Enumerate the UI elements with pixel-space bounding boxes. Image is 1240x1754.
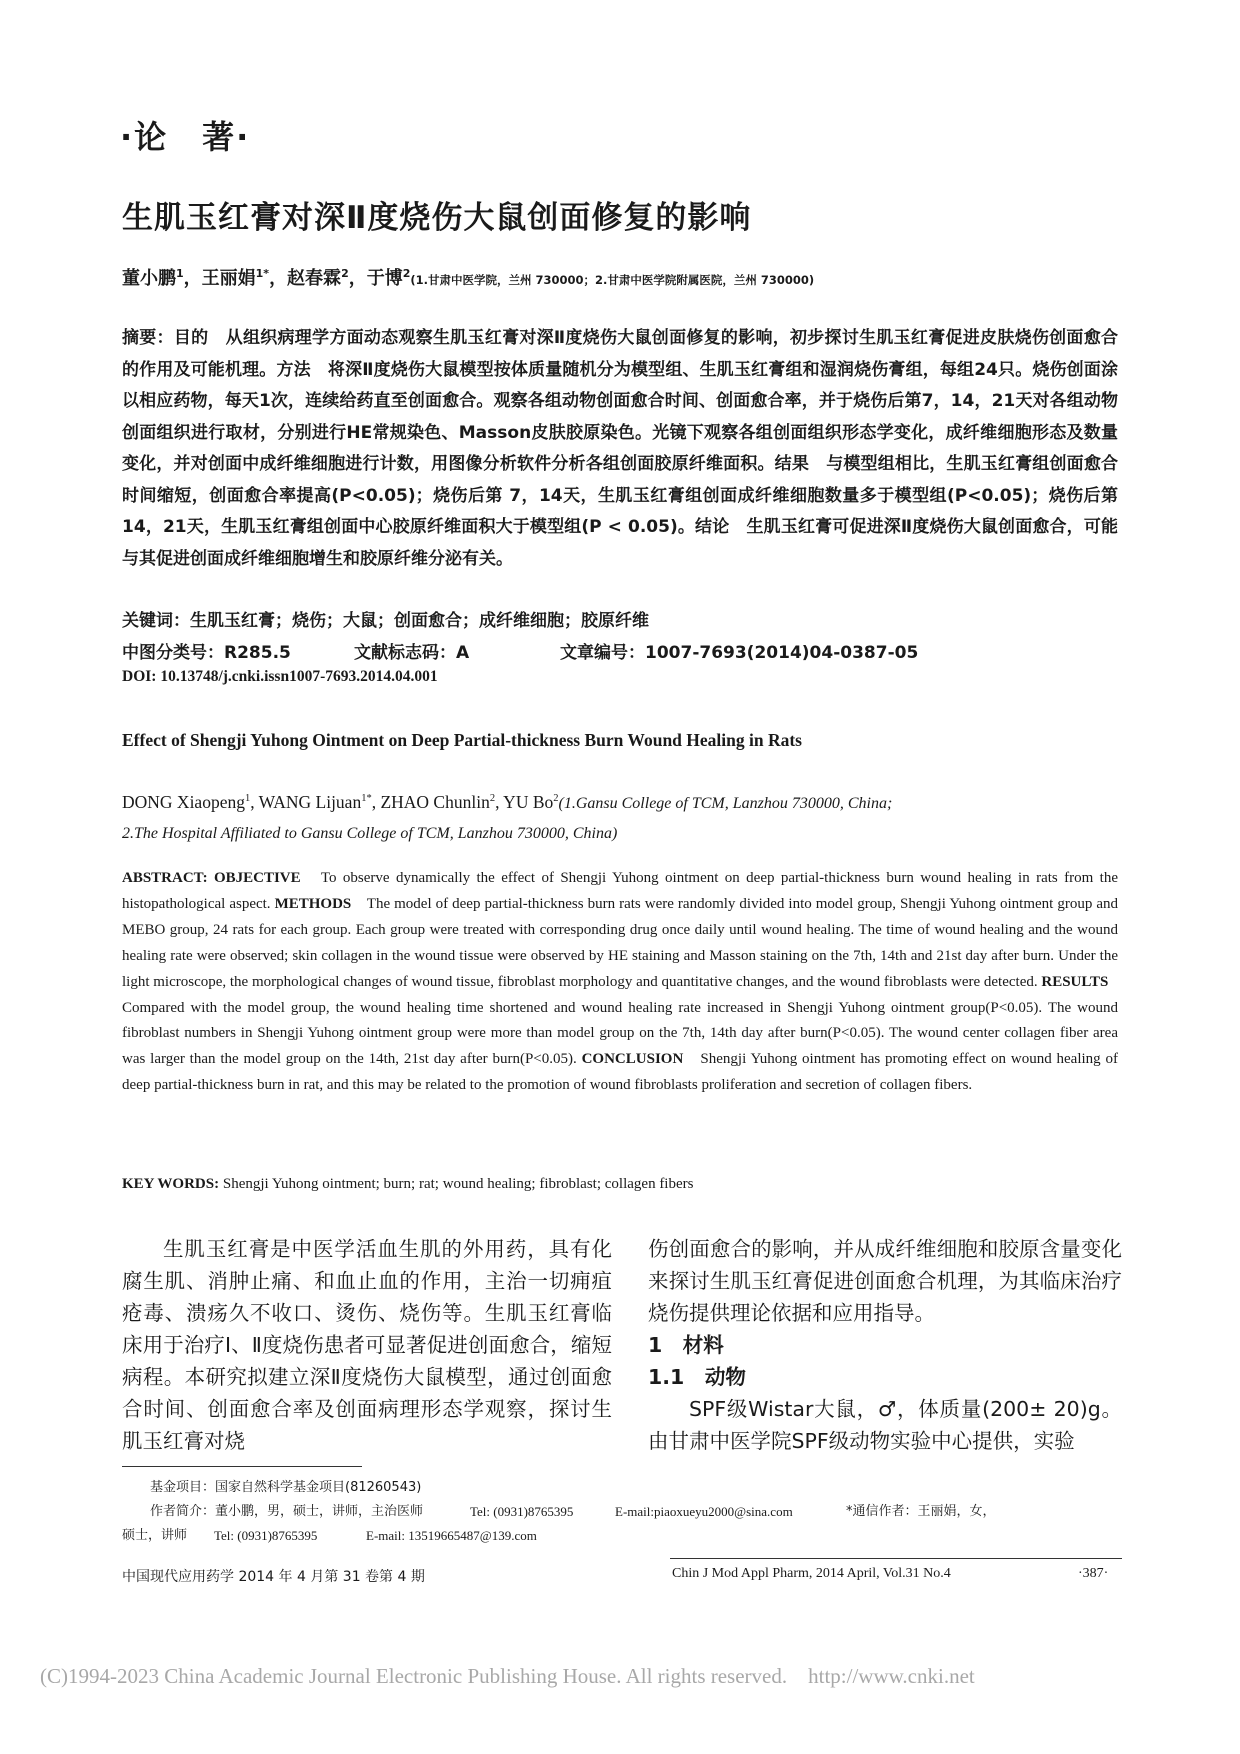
paper-title-en: Effect of Shengji Yuhong Ointment on Deep Partial-thickness Burn Wound Healing in Rats bbox=[122, 730, 802, 750]
corr-tel: Tel: (0931)8765395 bbox=[214, 1528, 318, 1543]
corr-email: E-mail: 13519665487@139.com bbox=[366, 1528, 537, 1543]
journal-footer-en: Chin J Mod Appl Pharm, 2014 April, Vol.31 No.4 bbox=[672, 1566, 951, 1581]
article-number: 文章编号：1007-7693(2014)04-0387-05 bbox=[560, 643, 919, 663]
author-email: E-mail:piaoxueyu2000@sina.com bbox=[615, 1504, 793, 1519]
section-heading-materials: 1 材料 bbox=[648, 1333, 724, 1357]
copyright-watermark: (C)1994-2023 China Academic Journal Electronic Publishing House. All rights reserved. http://www.cnki.net bbox=[40, 1664, 975, 1688]
doi: DOI: 10.13748/j.cnki.issn1007-7693.2014.04.001 bbox=[122, 668, 438, 685]
keywords-cn: 关键词：生肌玉红膏；烧伤；大鼠；创面愈合；成纤维细胞；胶原纤维 bbox=[122, 611, 649, 631]
keywords-en: KEY WORDS: Shengji Yuhong ointment; burn; rat; wound healing; fibroblast; collagen fibers bbox=[122, 1176, 694, 1192]
clc-number: 中图分类号：R285.5 bbox=[122, 643, 291, 663]
animals-paragraph: SPF级Wistar大鼠，♂，体质量(200± 20)g。由甘肃中医学院SPF级动物实验中心提供，实验 bbox=[648, 1397, 1122, 1453]
paper-title-cn: 生肌玉红膏对深Ⅱ度烧伤大鼠创面修复的影响 bbox=[122, 200, 752, 236]
page-number: ·387· bbox=[1078, 1566, 1109, 1581]
funding-text: 基金项目：国家自然科学基金项目(81260543) bbox=[150, 1480, 422, 1495]
intro-paragraph: 生肌玉红膏是中医学活血生肌的外用药，具有化腐生肌、消肿止痛、和血止血的作用，主治一切痈疽疮毒、溃疡久不收口、烫伤、烧伤等。生肌玉红膏临床用于治疗Ⅰ、Ⅱ度烧伤患者可显著促进创面愈合，缩短病程。本研究拟建立深Ⅱ度烧伤大鼠模型，通过创面愈合时间、创面愈合率及创面病理形态学观察，探讨生肌玉红膏对烧 bbox=[122, 1237, 612, 1453]
subsection-heading-animals: 1.1 动物 bbox=[648, 1365, 746, 1389]
document-code: 文献标志码：A bbox=[354, 643, 470, 663]
footnote-divider bbox=[122, 1466, 362, 1467]
intro-continuation: 伤创面愈合的影响，并从成纤维细胞和胶原含量变化来探讨生肌玉红膏促进创面愈合机理，为其临床治疗烧伤提供理论依据和应用指导。 bbox=[648, 1237, 1122, 1325]
footnotes bbox=[122, 1476, 1122, 1548]
affiliations-cn: (1.甘肃中医学院，兰州 730000；2.甘肃中医学院附属医院，兰州 730000) bbox=[410, 273, 815, 287]
body-column-left bbox=[122, 1233, 612, 1457]
journal-footer-cn: 中国现代应用药学 2014 年 4 月第 31 卷第 4 期 bbox=[122, 1569, 425, 1585]
footnote-funding bbox=[150, 1476, 1122, 1500]
footnote-author bbox=[150, 1500, 1122, 1524]
section-label: ·论 著· bbox=[120, 118, 251, 156]
author-intro: 作者简介：董小鹏，男，硕士，讲师，主治医师 bbox=[150, 1504, 424, 1519]
corr-degree: 硕士，讲师 bbox=[122, 1528, 188, 1543]
footnote-corresponding bbox=[122, 1524, 1122, 1548]
body-column-right bbox=[648, 1233, 1122, 1457]
corresponding-author: *通信作者：王丽娟，女， bbox=[846, 1504, 996, 1519]
abstract-cn: 摘要：目的 从组织病理学方面动态观察生肌玉红膏对深Ⅱ度烧伤大鼠创面修复的影响，初步探讨生肌玉红膏促进皮肤烧伤创面愈合的作用及可能机理。方法 将深Ⅱ度烧伤大鼠模型按体质量随机分为模型组、生肌玉红膏组和湿润烧伤膏组，每组24只。烧伤创面涂以相应药物，每天1次，连续给药直至创面愈合。观察各组动物创面愈合时间、创面愈合率，并于烧伤后第7，14，21天对各组动物创面组织进行取材，分别进行HE常规染色、Masson皮肤胶原染色。光镜下观察各组创面组织形态学变化，成纤维细胞形态及数量变化，并对创面中成纤维细胞进行计数，用图像分析软件分析各组创面胶原纤维面积。结果 与模型组相比，生肌玉红膏组创面愈合时间缩短，创面愈合率提高(P<0.05)；烧伤后第 7，14天，生肌玉红膏组创面成纤维细胞数量多于模型组(P<0.05)；烧伤后第14，21天，生肌玉红膏组创面中心胶原纤维面积大于模型组(P < 0.05)。结论 生肌玉红膏可促进深Ⅱ度烧伤大鼠创面愈合，可能与其促进创面成纤维细胞增生和胶原纤维分泌有关。 bbox=[122, 328, 1118, 569]
footer-divider bbox=[670, 1558, 1122, 1559]
authors-en: DONG Xiaopeng$^1$, WANG Lijuan$^{1*}$, ZHAO Chunlin$^2$, YU Bo$^2$(1.Gansu College of TCM, Lanzhou 730000, China; 2.The Hospital Affiliated to Gansu College of TCM, Lanzhou 730000, China) bbox=[122, 791, 893, 842]
authors-cn bbox=[122, 264, 814, 290]
abstract-en: ABSTRACT: OBJECTIVE To observe dynamically the effect of Shengji Yuhong ointment on deep partial-thickness burn wound healing in rats from the histopathological aspect. METHODS The model of deep partial-thickness burn rats were randomly divided into model group, Shengji Yuhong ointment group and MEBO group, 24 rats for each group. Each group were treated with corresponding drug once daily until wound healing. The time of wound healing and the wound healing rate were observed; skin collagen in the wound tissue were observed by HE staining and Masson staining on the 7th, 14th and 21st day after burn. Under the light microscope, the morphological changes of wound tissue, fibroblast morphology and quantitative changes, and the wound fibroblasts were detected. RESULTS Compared with the model group, the wound healing time shortened and wound healing rate increased in Shengji Yuhong ointment group(P<0.05). The wound fibroblast numbers in Shengji Yuhong ointment group were more than model group on the 7th, 14th day after burn(P<0.05). The wound center collagen fiber area was larger than the model group on the 14th, 21st day after burn(P<0.05). CONCLUSION Shengji Yuhong ointment has promoting effect on wound healing of deep partial-thickness burn in rat, and this may be related to the promotion of wound fibroblasts proliferation and secretion of collagen fibers. bbox=[122, 870, 1124, 1094]
author-names-cn: 董小鹏$^1$，王丽娟$^{1*}$，赵春霖$^2$，于博$^2$ bbox=[122, 267, 411, 289]
author-tel: Tel: (0931)8765395 bbox=[470, 1504, 574, 1519]
